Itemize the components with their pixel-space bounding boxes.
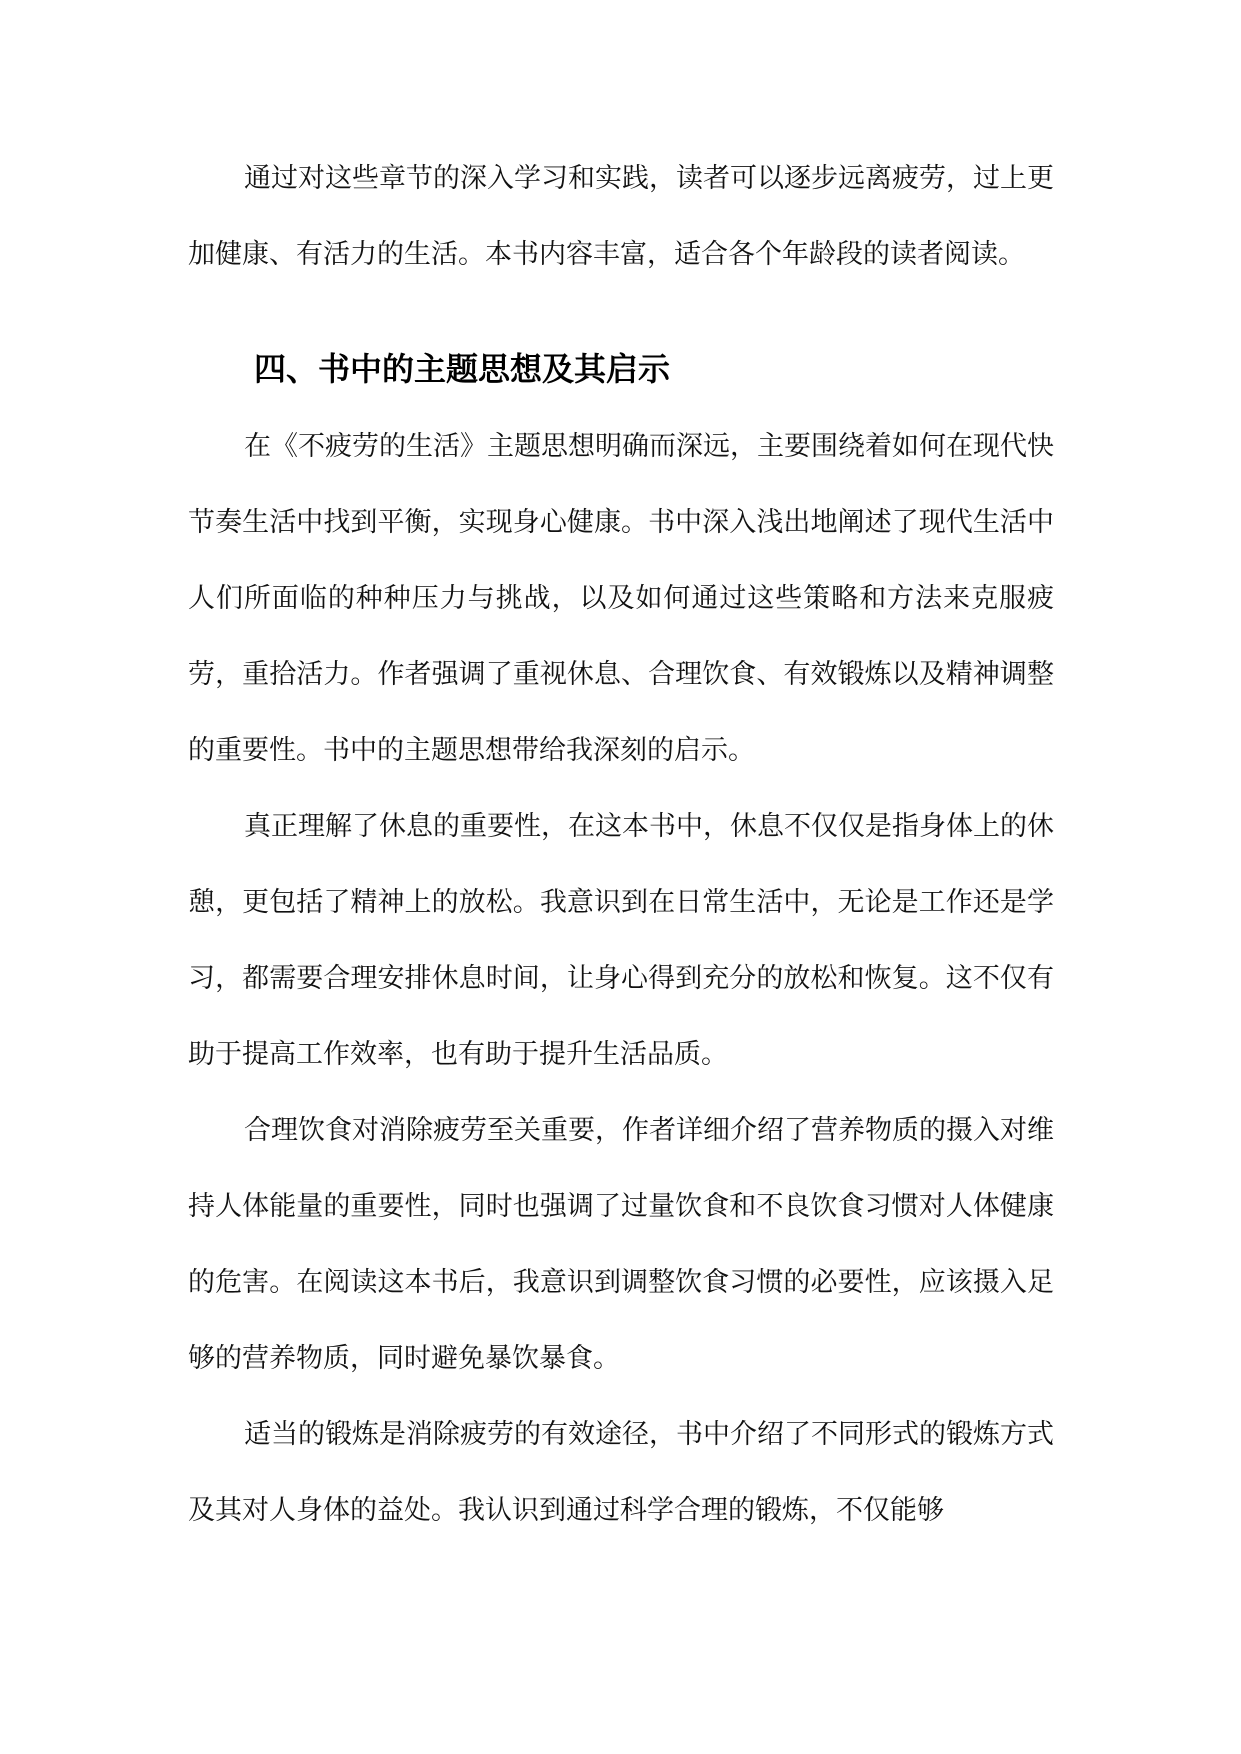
paragraph-exercise: 适当的锻炼是消除疲劳的有效途径，书中介绍了不同形式的锻炼方式及其对人身体的益处。我认识到通过科学合理的锻炼，不仅能够	[188, 1419, 1054, 1526]
paragraph-diet: 合理饮食对消除疲劳至关重要，作者详细介绍了营养物质的摄入对维持人体能量的重要性，同时也强调了过量饮食和不良饮食习惯对人体健康的危害。在阅读这本书后，我意识到调整饮食习惯的必要性，应该摄入足够的营养物质，同时避免暴饮暴食。	[188, 1115, 1054, 1374]
document-body	[188, 141, 1054, 1549]
intro-paragraph: 通过对这些章节的深入学习和实践，读者可以逐步远离疲劳，过上更加健康、有活力的生活。本书内容丰富，适合各个年龄段的读者阅读。	[188, 163, 1054, 270]
section-heading: 四、书中的主题思想及其启示	[254, 350, 671, 388]
paragraph-theme: 在《不疲劳的生活》主题思想明确而深远，主要围绕着如何在现代快节奏生活中找到平衡，实现身心健康。书中深入浅出地阐述了现代生活中人们所面临的种种压力与挑战，以及如何通过这些策略和方法来克服疲劳，重拾活力。作者强调了重视休息、合理饮食、有效锻炼以及精神调整的重要性。书中的主题思想带给我深刻的启示。	[188, 431, 1054, 766]
paragraph-rest: 真正理解了休息的重要性，在这本书中，休息不仅仅是指身体上的休憩，更包括了精神上的放松。我意识到在日常生活中，无论是工作还是学习，都需要合理安排休息时间，让身心得到充分的放松和恢复。这不仅有助于提高工作效率，也有助于提升生活品质。	[188, 811, 1054, 1070]
